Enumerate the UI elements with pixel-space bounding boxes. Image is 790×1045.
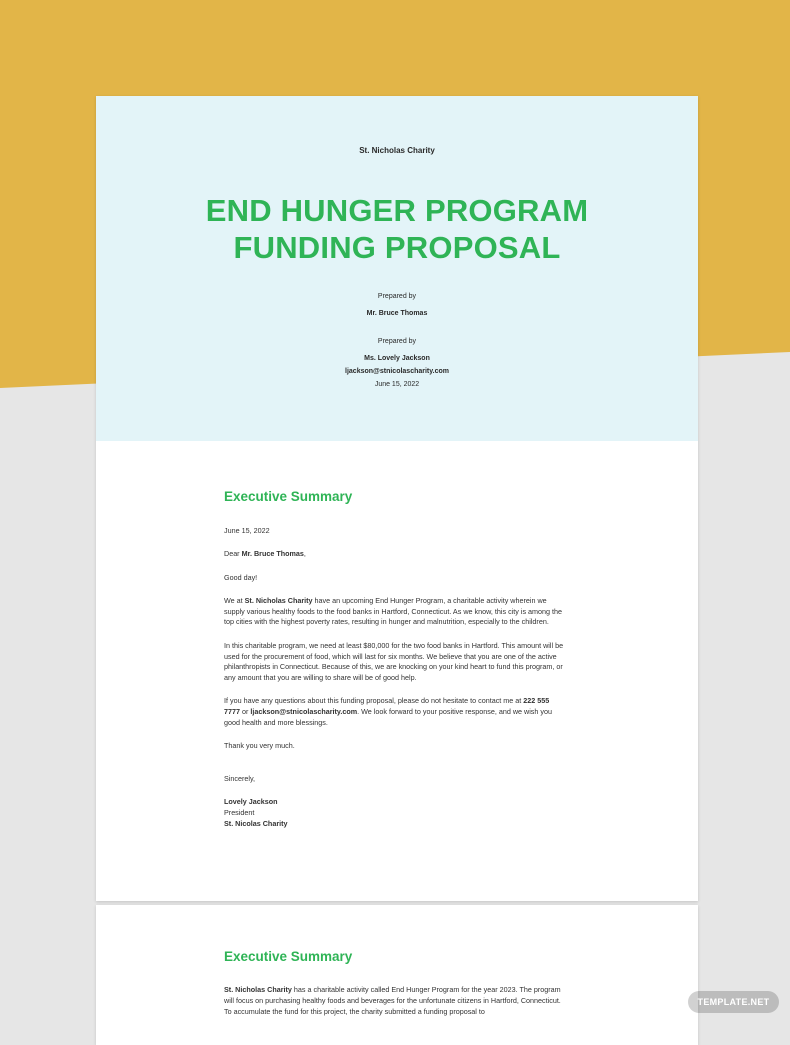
salutation-prefix: Dear (224, 549, 242, 559)
para1-start: We at (224, 595, 245, 605)
letter-date: June 15, 2022 (224, 526, 270, 535)
cover-date: June 15, 2022 (374, 381, 420, 388)
page2-org: St. Nicholas Charity (224, 985, 292, 994)
document-title (96, 192, 698, 266)
page2-body (224, 985, 564, 1030)
signature-block (224, 797, 564, 829)
section-heading: Executive Summary (224, 489, 353, 504)
prepared-by-label: Prepared by (377, 338, 417, 345)
organization-name: St. Nicholas Charity (359, 146, 435, 155)
letter-body (224, 526, 564, 830)
title-line-2: FUNDING PROPOSAL (233, 230, 561, 265)
contact-phone: 222 555 7777 (224, 696, 550, 717)
signer-organization: St. Nicolas Charity (224, 819, 288, 829)
document-page-2 (96, 905, 698, 1045)
cover-block (96, 96, 698, 441)
thanks-line: Thank you very much. (224, 741, 295, 751)
paragraph-3 (224, 696, 564, 728)
para1-rest: have an upcoming End Hunger Program, a charitable activity wherein we supply various healthy foods to the food banks in Hartford, Connecticut. As we know, this city is among the top cities with the highest poverty rates, resulting in hunger and malnutrition, especially to the children. (224, 595, 562, 627)
contact-email: ljackson@stnicolascharity.com (250, 707, 358, 717)
signer-title: President (224, 808, 255, 818)
section-heading-2: Executive Summary (224, 949, 353, 964)
page2-text: has a charitable activity called End Hunger Program for the year 2023. The program will focus on purchasing healthy foods and beverages for the unfortunate citizens in Hartford, Connecticut. To accumulate the fund for this project, the charity submitted a funding proposal to (224, 985, 561, 1016)
para3-rest: . We look forward to your positive response, and we wish you good health and more blessings. (224, 707, 552, 728)
para3-or: or (240, 707, 251, 717)
template-watermark-badge: TEMPLATE.NET (688, 991, 779, 1013)
author-name: Ms. Lovely Jackson (364, 355, 430, 362)
signer-name: Lovely Jackson (224, 797, 278, 807)
salutation-name: Mr. Bruce Thomas (241, 549, 304, 559)
paragraph-2: In this charitable program, we need at least $80,000 for the two food banks in Hartford. This amount will be used for the procurement of food, which will last for six months. We believe that you are one of the active philanthropists in Connecticut. Because of this, we are knocking on your kind heart to fund this program, or any amount that you are willing to share will be of good help. (224, 640, 564, 683)
para1-org: St. Nicholas Charity (244, 595, 313, 605)
title-line-1: END HUNGER PROGRAM (205, 193, 589, 228)
document-page-1 (96, 96, 698, 901)
prepared-for-name: Mr. Bruce Thomas (366, 310, 428, 317)
page2-paragraph (224, 985, 564, 1017)
salutation-suffix: , (303, 549, 306, 559)
closing: Sincerely, (224, 774, 256, 784)
greeting: Good day! (224, 572, 258, 582)
author-email: ljackson@stnicolascharity.com (345, 368, 449, 375)
paragraph-1 (224, 596, 564, 628)
para3-start: If you have any questions about this funding proposal, please do not hesitate to contact me at (224, 696, 524, 706)
salutation (224, 549, 564, 560)
prepared-for-label: Prepared by (377, 293, 417, 300)
